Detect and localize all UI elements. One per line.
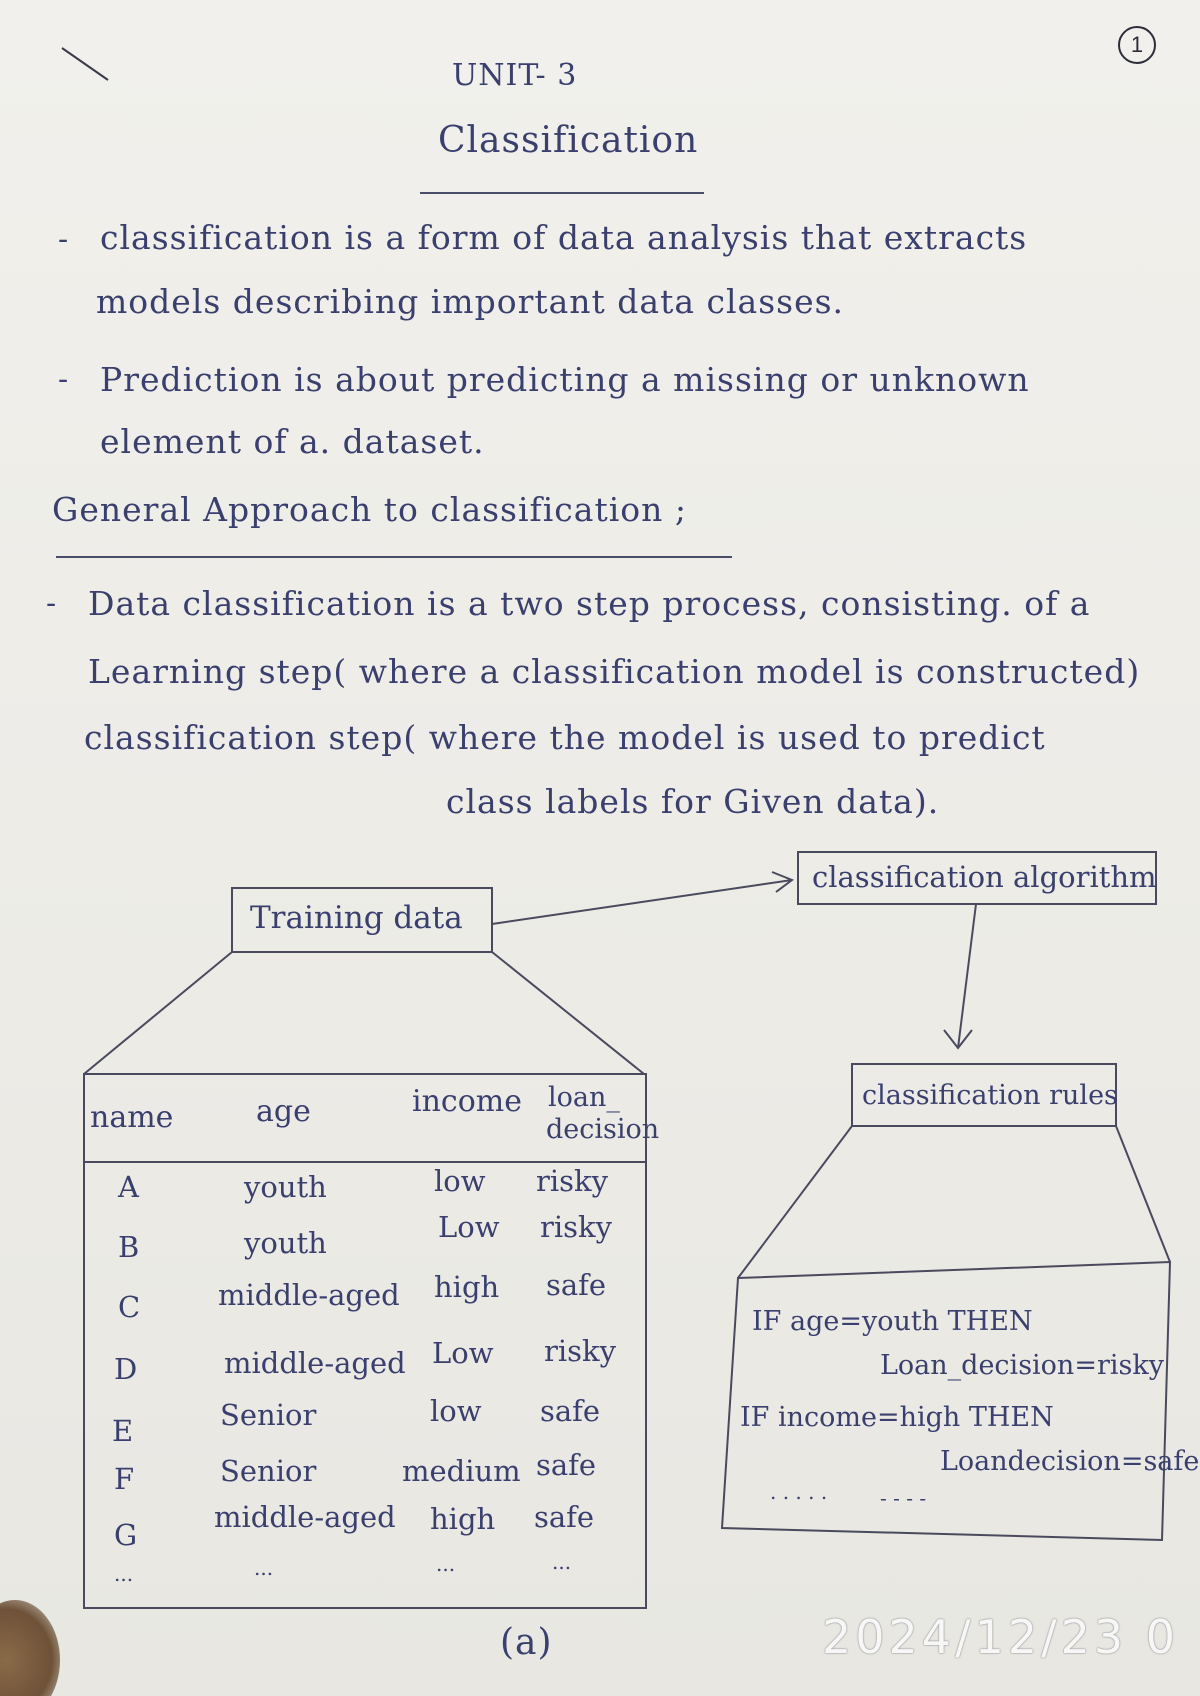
rules-ellipsis-right: - - - - (880, 1486, 927, 1510)
arrow-algorithm-to-rules (958, 904, 976, 1048)
cell-income: high (434, 1270, 500, 1304)
cell-income: Low (438, 1210, 500, 1244)
training-funnel-left (84, 952, 232, 1074)
bullet-dash: - (58, 362, 69, 397)
rule-1-result: Loan_decision=risky (880, 1350, 1164, 1381)
definition-classification-line2: models describing important data classes. (96, 282, 845, 321)
cell-name: F (114, 1462, 135, 1496)
cell-ellipsis: ... (436, 1552, 456, 1576)
rules-ellipsis-left: . . . . . (770, 1480, 828, 1504)
training-data-label: Training data (250, 900, 463, 936)
cell-income: high (430, 1502, 496, 1536)
cell-age: middle-aged (218, 1278, 400, 1312)
definition-classification-line1: classification is a form of data analysis that extracts (100, 218, 1028, 257)
timestamp-watermark: 2024/12/23 0 (822, 1610, 1180, 1664)
arrow-training-to-algorithm (492, 880, 792, 924)
rule-2-condition: IF income=high THEN (740, 1402, 1054, 1433)
rule-2-result: Loandecision=safe (940, 1446, 1200, 1477)
cell-decision: risky (540, 1210, 612, 1244)
cell-age: middle-aged (224, 1346, 406, 1380)
cell-income: low (430, 1394, 482, 1428)
unit-heading: UNIT- 3 (452, 58, 578, 93)
header-age: age (256, 1094, 311, 1129)
cell-age: middle-aged (214, 1500, 396, 1534)
section-line3: classification step( where the model is used to predict (84, 718, 1046, 757)
section-heading: General Approach to classification ; (52, 490, 688, 529)
cell-ellipsis: ... (254, 1556, 274, 1580)
cell-ellipsis: ... (114, 1562, 134, 1586)
cell-name: G (114, 1518, 138, 1552)
cell-name: E (112, 1414, 134, 1448)
cell-name: C (118, 1290, 141, 1324)
rules-label: classification rules (862, 1080, 1118, 1111)
header-decision: decision (546, 1114, 660, 1145)
section-line4: class labels for Given data). (446, 782, 940, 821)
cell-income: medium (402, 1454, 521, 1488)
diagram-caption: (a) (500, 1622, 553, 1663)
cell-age: Senior (220, 1398, 317, 1432)
definition-prediction-line1: Prediction is about predicting a missing or unknown (100, 360, 1030, 399)
section-line2: Learning step( where a classification model is constructed) (88, 652, 1141, 691)
cell-decision: safe (540, 1394, 601, 1428)
rule-1-condition: IF age=youth THEN (752, 1306, 1033, 1337)
cell-ellipsis: ... (552, 1550, 572, 1574)
page-number: 1 (1118, 26, 1156, 64)
bullet-dash: - (58, 222, 69, 257)
section-line1: Data classification is a two step process, consisting. of a (88, 584, 1091, 623)
cell-name: B (118, 1230, 140, 1264)
header-loan: loan_ (548, 1082, 620, 1113)
bullet-dash: - (46, 586, 57, 621)
header-income: income (412, 1084, 522, 1119)
rules-funnel-left (738, 1126, 852, 1278)
definition-prediction-line2: element of a. dataset. (100, 422, 485, 461)
cell-decision: risky (544, 1334, 616, 1368)
cell-decision: safe (536, 1448, 597, 1482)
cell-decision: risky (536, 1164, 608, 1198)
training-funnel-right (492, 952, 644, 1074)
header-name: name (90, 1100, 174, 1135)
page-title: Classification (438, 120, 699, 161)
cell-decision: safe (534, 1500, 595, 1534)
cell-age: youth (244, 1170, 327, 1204)
cell-name: A (118, 1170, 139, 1204)
cell-income: Low (432, 1336, 494, 1370)
cell-age: youth (244, 1226, 327, 1260)
rules-funnel-right (1116, 1126, 1170, 1262)
cell-name: D (114, 1352, 138, 1386)
algorithm-label: classification algorithm (812, 860, 1157, 894)
cell-decision: safe (546, 1268, 607, 1302)
cell-age: Senior (220, 1454, 317, 1488)
cell-income: low (434, 1164, 486, 1198)
